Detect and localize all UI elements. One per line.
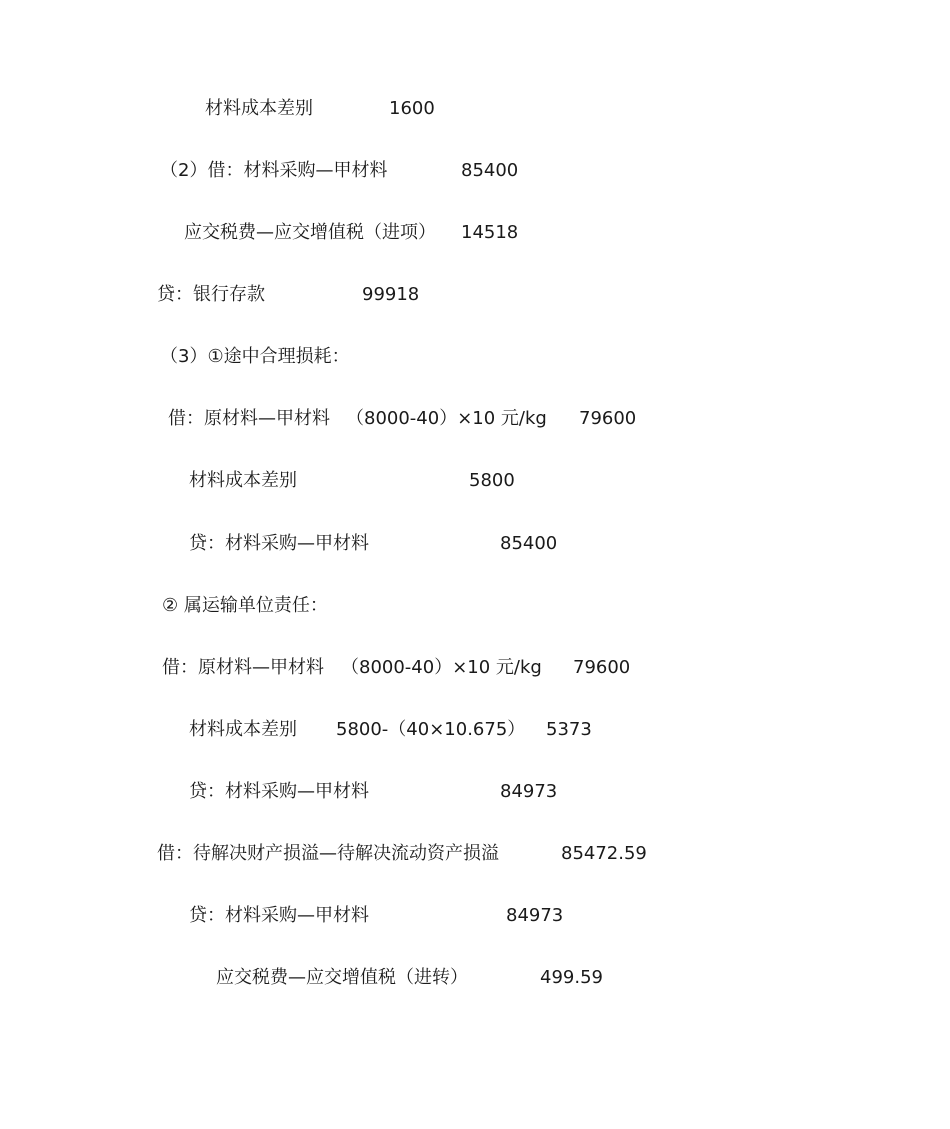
calculation-text: 5800-（40×10.675） bbox=[336, 719, 526, 740]
amount-text: 85400 bbox=[500, 533, 558, 554]
account-text: （2）借：材料采购—甲材料 bbox=[160, 160, 388, 181]
amount-text: 84973 bbox=[500, 781, 558, 802]
amount-text: 79600 bbox=[579, 408, 637, 429]
account-text: 材料成本差别 bbox=[205, 98, 313, 119]
amount-text: 99918 bbox=[362, 284, 420, 305]
account-text: 贷：材料采购—甲材料 bbox=[189, 781, 369, 802]
amount-text: 85400 bbox=[461, 160, 519, 181]
amount-text: 84973 bbox=[506, 905, 564, 926]
amount-text: 1600 bbox=[389, 98, 435, 119]
account-text: 材料成本差别 bbox=[189, 719, 297, 740]
calculation-text: （8000-40）×10 元/kg bbox=[341, 657, 542, 678]
account-text: 贷：材料采购—甲材料 bbox=[189, 905, 369, 926]
amount-text: 79600 bbox=[573, 657, 631, 678]
account-text: 贷：银行存款 bbox=[157, 284, 265, 305]
section-heading: ② 属运输单位责任： bbox=[162, 595, 328, 616]
account-text: 借：待解决财产损溢—待解决流动资产损溢 bbox=[157, 843, 499, 864]
amount-text: 5800 bbox=[469, 470, 515, 491]
account-text: 材料成本差别 bbox=[189, 470, 297, 491]
account-text: 贷：材料采购—甲材料 bbox=[189, 533, 369, 554]
account-text: 应交税费—应交增值税（进项） bbox=[184, 222, 436, 243]
account-text: 应交税费—应交增值税（进转） bbox=[216, 967, 468, 988]
account-text: 借：原材料—甲材料 bbox=[162, 657, 324, 678]
amount-text: 14518 bbox=[461, 222, 519, 243]
amount-text: 5373 bbox=[546, 719, 592, 740]
calculation-text: （8000-40）×10 元/kg bbox=[346, 408, 547, 429]
amount-text: 85472.59 bbox=[561, 843, 647, 864]
section-heading: （3）①途中合理损耗： bbox=[160, 346, 350, 367]
account-text: 借：原材料—甲材料 bbox=[168, 408, 330, 429]
amount-text: 499.59 bbox=[540, 967, 603, 988]
